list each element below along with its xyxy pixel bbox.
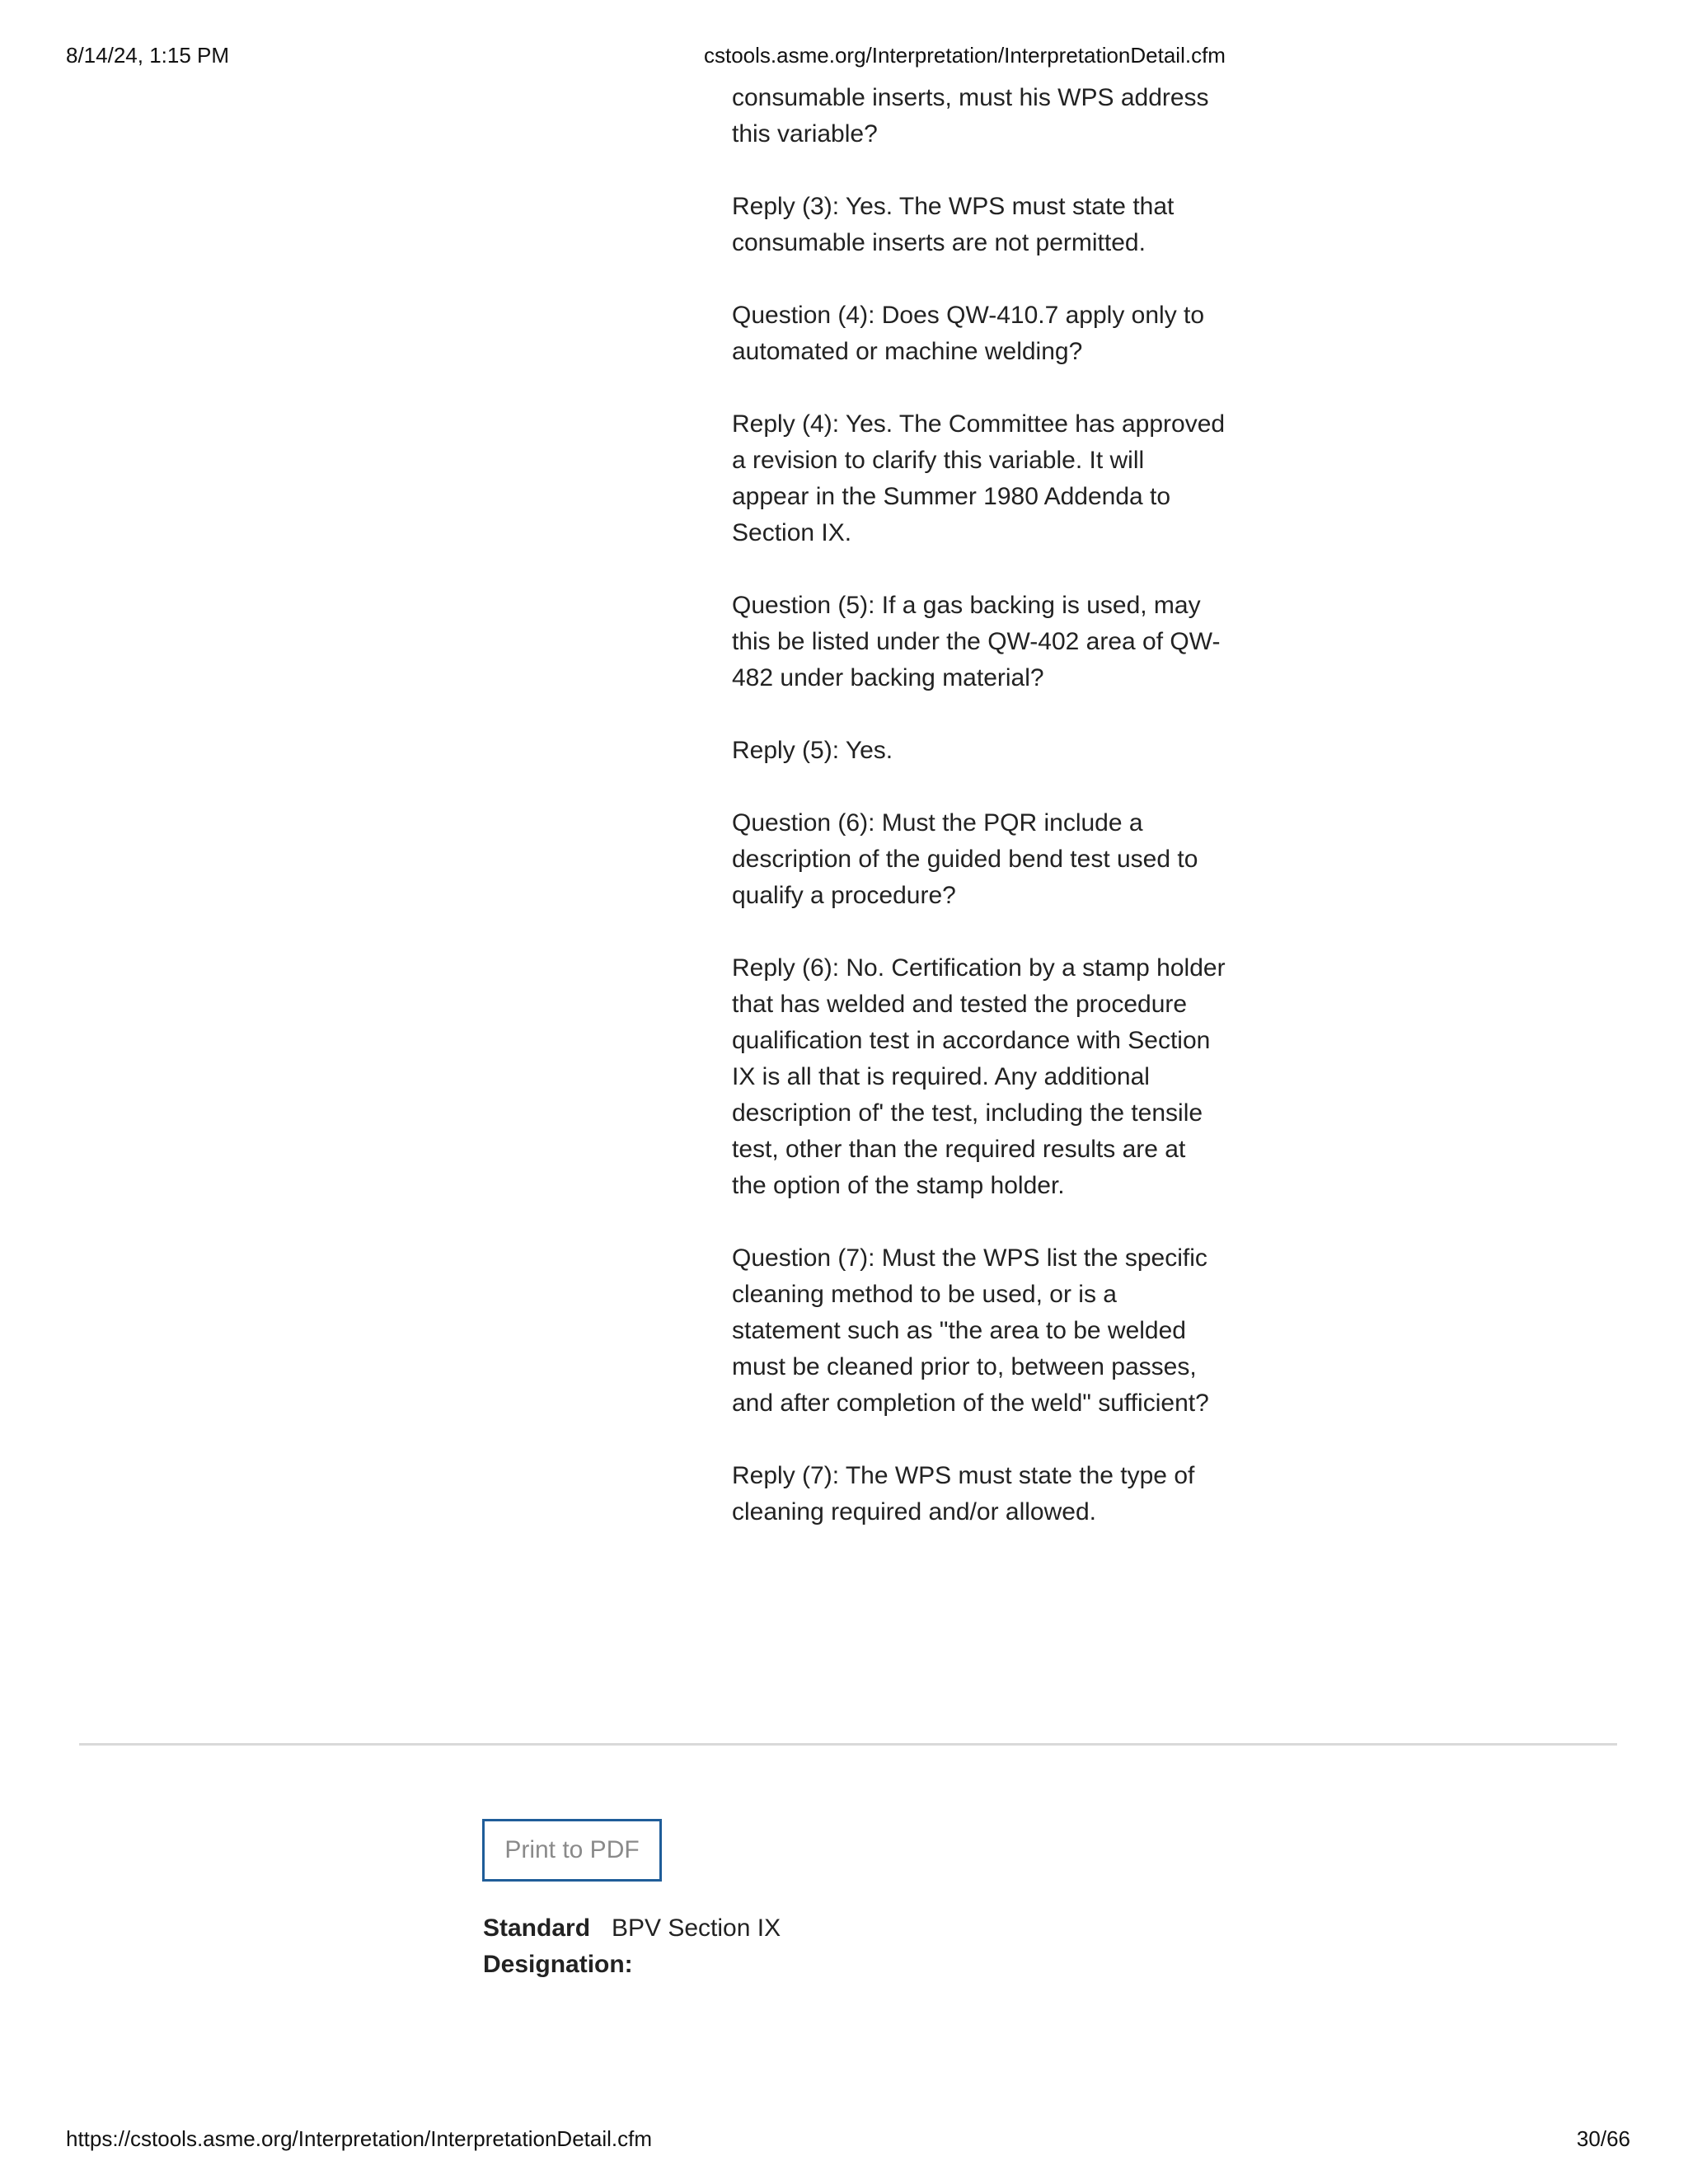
print-to-pdf-button[interactable]: Print to PDF xyxy=(482,1819,662,1882)
reply-3: Reply (3): Yes. The WPS must state that consumable inserts are not permitted. xyxy=(732,193,1175,256)
print-footer-url: https://cstools.asme.org/Interpretation/InterpretationDetail.cfm xyxy=(66,2126,653,2151)
body-paragraph: consumable inserts, must his WPS address this variable? xyxy=(732,84,1209,148)
reply-6: Reply (6): No. Certification by a stamp holder that has welded and tested the procedure qualification test in accordance with Section IX is all that is required. Any additional description of' the test, including the tensile test, other than the required results are at the option of the stamp holder. xyxy=(732,954,1226,1199)
standard-designation-value: BPV Section IX xyxy=(612,1915,781,1942)
question-6: Question (6): Must the PQR include a description of the guided bend test used to qualify a procedure? xyxy=(732,809,1198,909)
print-header-url: cstools.asme.org/Interpretation/InterpretationDetail.cfm xyxy=(704,43,1226,68)
question-7: Question (7): Must the WPS list the specific cleaning method to be used, or is a statement such as "the area to be welded must be cleaned prior to, between passes, and after completion of the weld" sufficient? xyxy=(732,1244,1209,1417)
question-4: Question (4): Does QW-410.7 apply only to automated or machine welding? xyxy=(732,302,1205,365)
reply-7: Reply (7): The WPS must state the type of cleaning required and/or allowed. xyxy=(732,1462,1195,1526)
reply-5: Reply (5): Yes. xyxy=(732,737,893,764)
standard-designation-label: Standard Designation: xyxy=(483,1915,633,1978)
interpretation-body xyxy=(732,80,1226,1567)
question-5: Question (5): If a gas backing is used, may this be listed under the QW-402 area of QW-482 under backing material? xyxy=(732,592,1221,691)
reply-4: Reply (4): Yes. The Committee has approved a revision to clarify this variable. It will appear in the Summer 1980 Addenda to Section IX. xyxy=(732,410,1226,546)
print-footer-page-number: 30/66 xyxy=(1576,2126,1630,2151)
section-divider xyxy=(79,1743,1617,1746)
print-header-datetime: 8/14/24, 1:15 PM xyxy=(66,43,230,68)
